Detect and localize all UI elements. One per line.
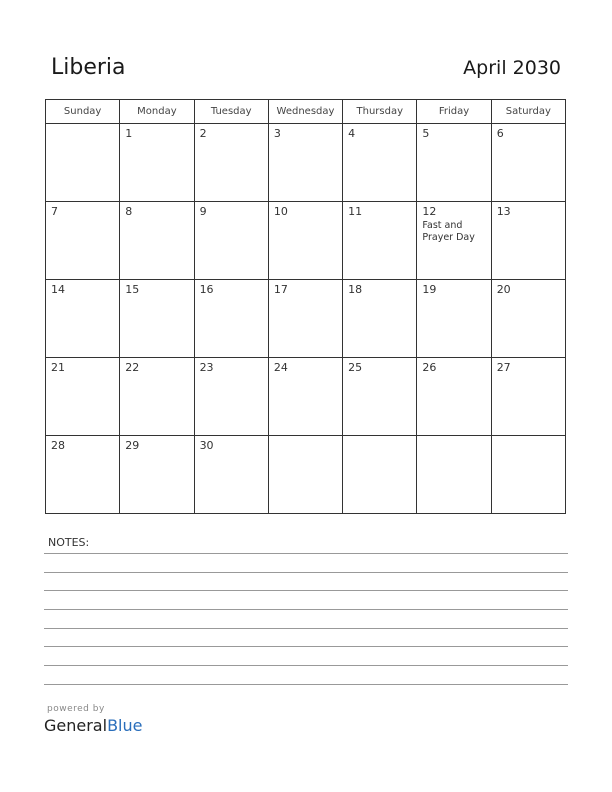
calendar-day-cell xyxy=(491,436,565,514)
day-number: 12 xyxy=(422,205,437,218)
calendar-day-cell xyxy=(120,358,194,436)
note-line xyxy=(44,665,568,666)
day-number: 18 xyxy=(348,283,363,296)
day-cell-content xyxy=(46,124,119,201)
calendar-day-cell xyxy=(343,202,417,280)
day-cell-content xyxy=(269,280,342,357)
calendar-week-row xyxy=(46,202,566,280)
day-cell-content xyxy=(417,436,490,513)
day-number: 30 xyxy=(199,439,214,452)
calendar-day-cell xyxy=(120,436,194,514)
day-cell-content xyxy=(343,436,416,513)
notes-label: NOTES: xyxy=(48,536,90,549)
day-cell-content xyxy=(120,280,193,357)
calendar-day-cell xyxy=(268,358,342,436)
calendar-day-cell xyxy=(343,358,417,436)
day-number: 16 xyxy=(199,283,214,296)
weekday-header-row xyxy=(46,100,566,124)
day-cell-content xyxy=(417,280,490,357)
note-line xyxy=(44,684,568,685)
calendar-day-cell xyxy=(417,436,491,514)
day-cell-content xyxy=(343,202,416,279)
day-number: 1 xyxy=(125,127,133,140)
calendar-grid xyxy=(45,99,566,514)
day-cell-content xyxy=(120,124,193,201)
calendar-day-cell xyxy=(491,358,565,436)
calendar-day-cell xyxy=(343,124,417,202)
weekday-monday: Monday xyxy=(120,100,194,124)
calendar-week-row xyxy=(46,358,566,436)
day-number: 26 xyxy=(422,361,437,374)
calendar-day-cell xyxy=(491,280,565,358)
calendar-day-cell xyxy=(268,202,342,280)
weekday-saturday: Saturday xyxy=(491,100,565,124)
calendar-day-cell xyxy=(343,280,417,358)
brand-blue: Blue xyxy=(107,716,143,735)
day-number: 9 xyxy=(199,205,207,218)
day-cell-content xyxy=(120,202,193,279)
day-cell-content xyxy=(343,358,416,435)
calendar-day-cell xyxy=(491,124,565,202)
calendar-day-cell xyxy=(120,202,194,280)
brand-general: General xyxy=(44,716,108,735)
day-cell-content xyxy=(195,124,268,201)
calendar-day-cell xyxy=(417,124,491,202)
calendar-day-cell xyxy=(343,436,417,514)
day-cell-content xyxy=(195,280,268,357)
country-title: Liberia xyxy=(51,55,126,80)
weekday-thursday: Thursday xyxy=(343,100,417,124)
day-number: 27 xyxy=(496,361,511,374)
weekday-wednesday: Wednesday xyxy=(268,100,342,124)
day-cell-content xyxy=(269,202,342,279)
calendar-day-cell xyxy=(46,358,120,436)
day-cell-content xyxy=(195,202,268,279)
day-cell-content xyxy=(343,124,416,201)
day-number: 17 xyxy=(273,283,288,296)
day-number: 29 xyxy=(125,439,140,452)
day-cell-content xyxy=(46,280,119,357)
calendar-day-cell xyxy=(46,280,120,358)
day-number: 8 xyxy=(125,205,133,218)
day-cell-content xyxy=(417,124,490,201)
day-number: 28 xyxy=(51,439,65,452)
brand-logo xyxy=(44,716,142,735)
day-number: 23 xyxy=(199,361,214,374)
day-number: 10 xyxy=(273,205,288,218)
calendar-week-row xyxy=(46,436,566,514)
day-cell-content xyxy=(492,280,565,357)
day-cell-content xyxy=(492,202,565,279)
note-line xyxy=(44,590,568,591)
note-line xyxy=(44,609,568,610)
calendar-day-cell xyxy=(491,202,565,280)
calendar-week-row xyxy=(46,280,566,358)
day-number: 15 xyxy=(125,283,140,296)
day-number: 3 xyxy=(273,127,281,140)
day-cell-content xyxy=(195,436,268,513)
day-number: 11 xyxy=(348,205,363,218)
day-number: 20 xyxy=(496,283,511,296)
day-cell-content xyxy=(343,280,416,357)
calendar-day-cell xyxy=(194,202,268,280)
calendar-day-cell xyxy=(268,124,342,202)
day-cell-content xyxy=(120,436,193,513)
calendar-day-cell xyxy=(46,202,120,280)
note-line xyxy=(44,572,568,573)
calendar-day-cell xyxy=(417,280,491,358)
calendar-day-cell xyxy=(268,280,342,358)
day-cell-content xyxy=(492,124,565,201)
note-line xyxy=(44,646,568,647)
day-cell-content xyxy=(417,202,490,279)
calendar-week-row xyxy=(46,124,566,202)
day-cell-content xyxy=(120,358,193,435)
day-number: 22 xyxy=(125,361,140,374)
weekday-friday: Friday xyxy=(417,100,491,124)
day-number: 24 xyxy=(273,361,288,374)
day-number: 19 xyxy=(422,283,437,296)
calendar-day-cell xyxy=(417,358,491,436)
day-number: 7 xyxy=(51,205,58,218)
day-cell-content xyxy=(46,436,119,513)
day-number: 6 xyxy=(496,127,504,140)
day-cell-content xyxy=(269,436,342,513)
day-cell-content xyxy=(46,358,119,435)
day-number: 25 xyxy=(348,361,363,374)
day-cell-content xyxy=(417,358,490,435)
weekday-tuesday: Tuesday xyxy=(194,100,268,124)
day-cell-content xyxy=(195,358,268,435)
day-number: 21 xyxy=(51,361,65,374)
weekday-sunday: Sunday xyxy=(46,100,120,124)
day-cell-content xyxy=(269,358,342,435)
powered-by-text: powered by xyxy=(47,704,105,714)
calendar-day-cell xyxy=(194,124,268,202)
day-number: 13 xyxy=(496,205,511,218)
calendar-day-cell xyxy=(120,124,194,202)
calendar-day-cell xyxy=(194,358,268,436)
day-number: 4 xyxy=(348,127,356,140)
calendar-day-cell xyxy=(46,436,120,514)
day-cell-content xyxy=(269,124,342,201)
day-number: 5 xyxy=(422,127,430,140)
calendar-day-cell xyxy=(120,280,194,358)
month-year-title: April 2030 xyxy=(463,57,561,79)
day-cell-content xyxy=(492,358,565,435)
calendar-day-cell xyxy=(417,202,491,280)
calendar-day-cell xyxy=(46,124,120,202)
day-cell-content xyxy=(492,436,565,513)
calendar-day-cell xyxy=(194,436,268,514)
holiday-label: Fast and Prayer Day xyxy=(422,220,475,243)
note-line xyxy=(44,553,568,554)
day-number: 14 xyxy=(51,283,65,296)
day-number: 2 xyxy=(199,127,207,140)
note-line xyxy=(44,628,568,629)
calendar-day-cell xyxy=(194,280,268,358)
calendar-day-cell xyxy=(268,436,342,514)
day-cell-content xyxy=(46,202,119,279)
